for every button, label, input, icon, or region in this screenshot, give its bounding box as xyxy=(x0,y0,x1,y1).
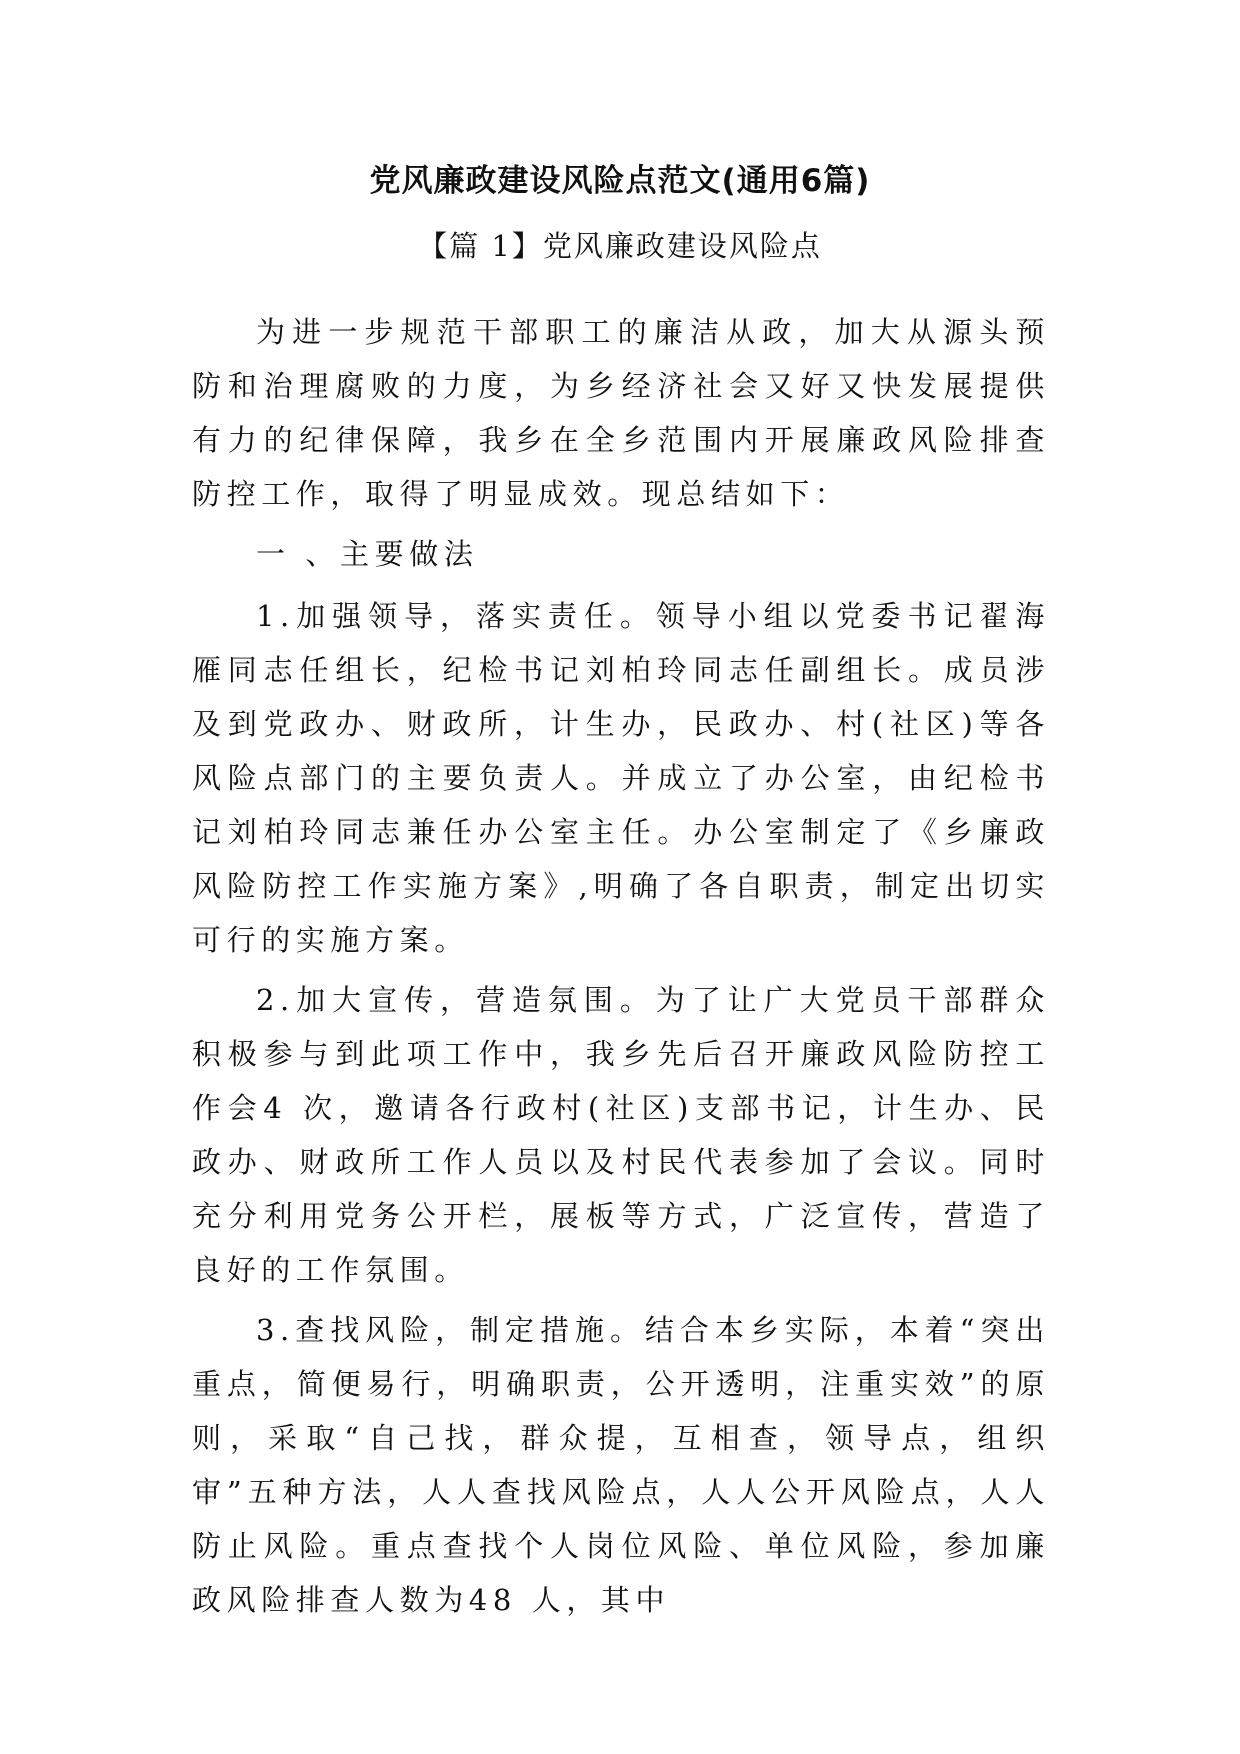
section-heading: 一 、主要做法 xyxy=(256,537,479,571)
document-body xyxy=(192,305,1050,1627)
body-paragraph-2: 2.加大宣传，营造氛围。为了让广大党员干部群众积极参与到此项工作中，我乡先后召开廉政风险防控工作会4 次，邀请各行政村(社区)支部书记，计生办、民政办、财政所工作人员以及村民代表参加了会议。同时充分利用党务公开栏，展板等方式，广泛宣传，营造了良好的工作氛围。 xyxy=(192,983,1050,1287)
document-title: 党风廉政建设风险点范文(通用6篇) xyxy=(369,163,871,199)
body-paragraph-1: 1.加强领导，落实责任。领导小组以党委书记翟海雁同志任组长，纪检书记刘柏玲同志任副组长。成员涉及到党政办、财政所，计生办，民政办、村(社区)等各风险点部门的主要负责人。并成立了办公室，由纪检书记刘柏玲同志兼任办公室主任。办公室制定了《乡廉政风险防控工作实施方案》,明确了各自职责，制定出切实可行的实施方案。 xyxy=(192,599,1050,957)
section-subtitle: 【篇 1】党风廉政建设风险点 xyxy=(418,229,822,263)
intro-paragraph: 为进一步规范干部职工的廉洁从政，加大从源头预防和治理腐败的力度，为乡经济社会又好又快发展提供有力的纪律保障，我乡在全乡范围内开展廉政风险排查防控工作，取得了明显成效。现总结如下： xyxy=(192,315,1050,511)
body-paragraph-3: 3.查找风险，制定措施。结合本乡实际，本着“突出重点，简便易行，明确职责，公开透明，注重实效”的原则，采取“自己找，群众提，互相查，领导点，组织审”五种方法，人人查找风险点，人人公开风险点，人人防止风险。重点查找个人岗位风险、单位风险，参加廉政风险排查人数为48 人，其中 xyxy=(192,1313,1050,1617)
